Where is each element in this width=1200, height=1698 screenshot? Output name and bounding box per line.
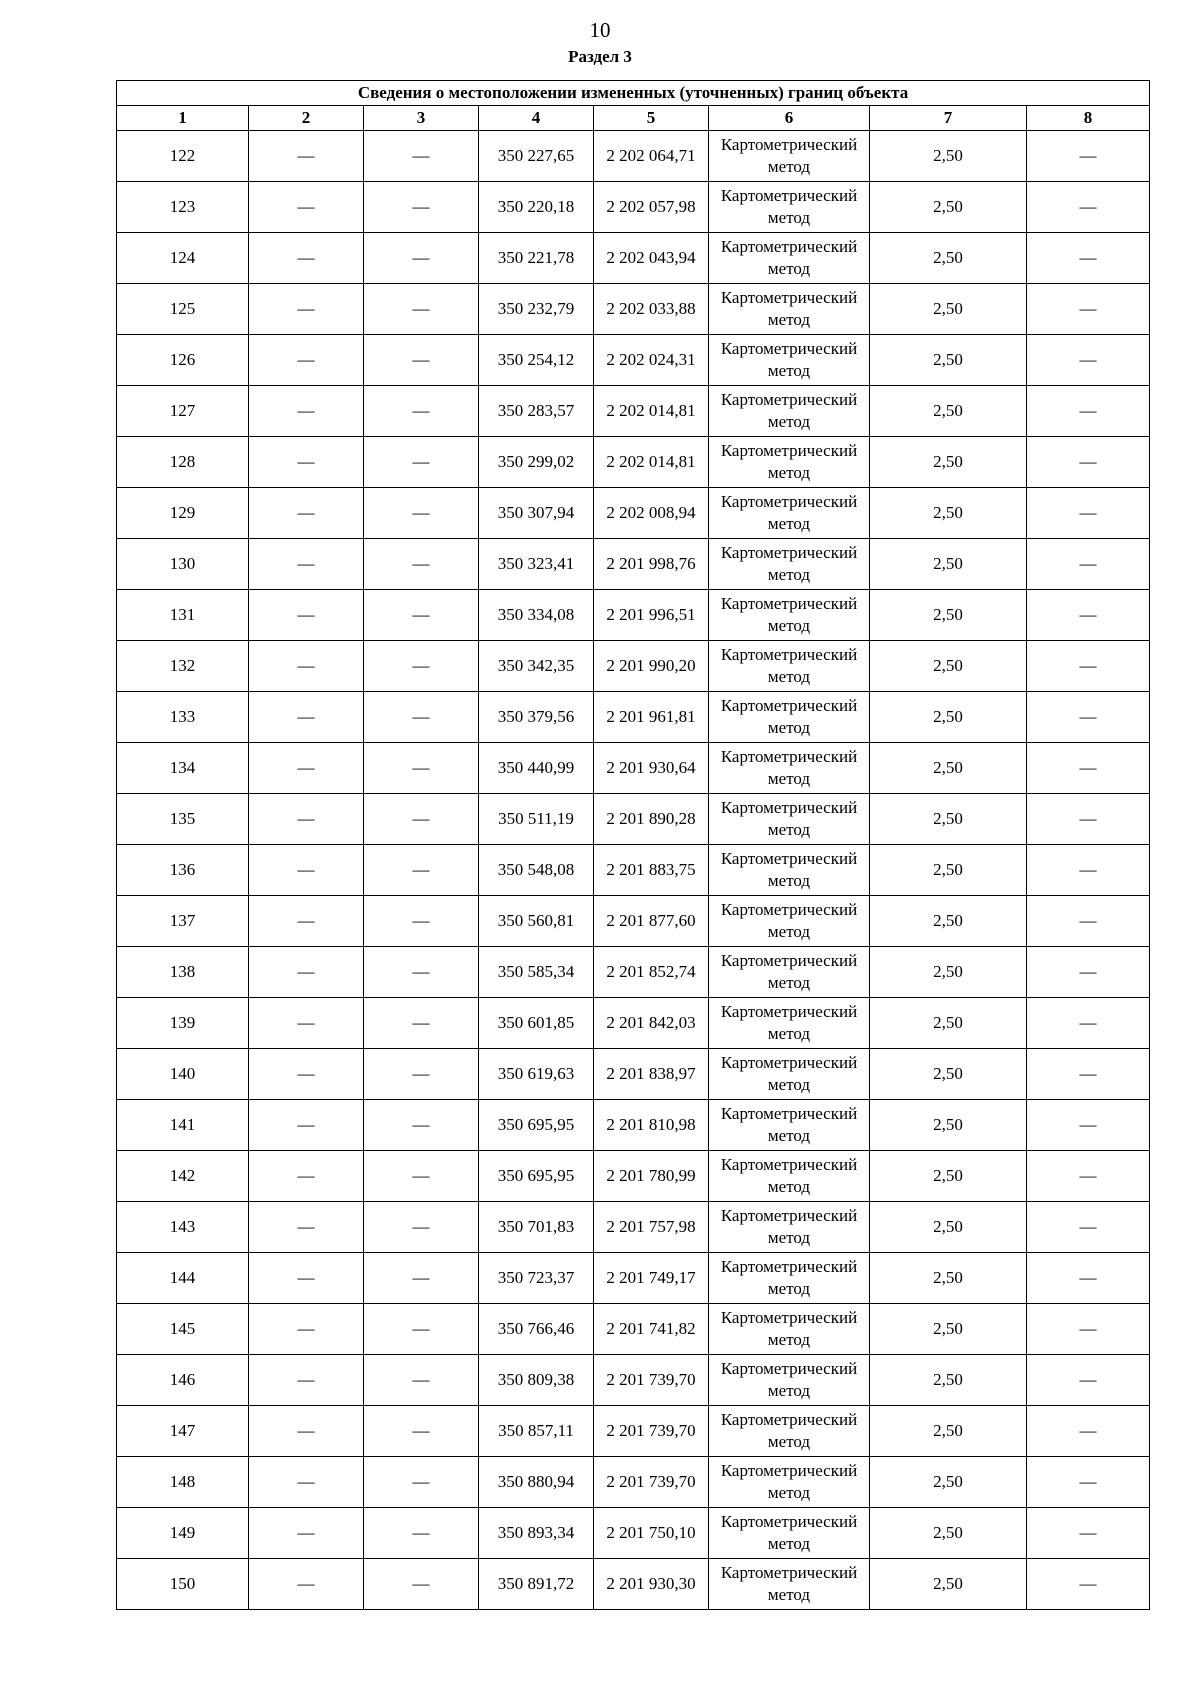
method-cell: Картометрический метод [709,794,870,845]
column-8-cell: — [1027,1559,1150,1610]
column-3-cell: — [364,896,479,947]
column-8-cell: — [1027,1457,1150,1508]
y-coordinate-cell: 2 202 014,81 [594,386,709,437]
y-coordinate-cell: 2 201 890,28 [594,794,709,845]
method-cell: Картометрический метод [709,1355,870,1406]
column-number-row [117,106,1150,131]
accuracy-cell: 2,50 [870,692,1027,743]
point-number-cell: 145 [117,1304,249,1355]
y-coordinate-cell: 2 201 739,70 [594,1406,709,1457]
column-2-cell: — [249,539,364,590]
point-number-cell: 146 [117,1355,249,1406]
table-row [117,1253,1150,1304]
y-coordinate-cell: 2 201 739,70 [594,1355,709,1406]
column-3-cell: — [364,1559,479,1610]
x-coordinate-cell: 350 891,72 [479,1559,594,1610]
y-coordinate-cell: 2 201 749,17 [594,1253,709,1304]
y-coordinate-cell: 2 202 043,94 [594,233,709,284]
y-coordinate-cell: 2 201 750,10 [594,1508,709,1559]
accuracy-cell: 2,50 [870,1406,1027,1457]
method-cell: Картометрический метод [709,845,870,896]
point-number-cell: 143 [117,1202,249,1253]
table-row [117,335,1150,386]
column-8-cell: — [1027,1049,1150,1100]
column-8-cell: — [1027,998,1150,1049]
y-coordinate-cell: 2 202 033,88 [594,284,709,335]
method-cell: Картометрический метод [709,1202,870,1253]
column-8-cell: — [1027,845,1150,896]
x-coordinate-cell: 350 585,34 [479,947,594,998]
section-title: Раздел 3 [568,47,632,66]
column-3-cell: — [364,1457,479,1508]
table-row [117,1049,1150,1100]
column-2-cell: — [249,1559,364,1610]
column-3-cell: — [364,1304,479,1355]
column-2-cell: — [249,335,364,386]
column-3-cell: — [364,539,479,590]
accuracy-cell: 2,50 [870,233,1027,284]
point-number-cell: 148 [117,1457,249,1508]
column-2-cell: — [249,1049,364,1100]
method-cell: Картометрический метод [709,335,870,386]
column-2-cell: — [249,1253,364,1304]
table-row [117,998,1150,1049]
accuracy-cell: 2,50 [870,1202,1027,1253]
method-cell: Картометрический метод [709,437,870,488]
boundary-coordinates-table [116,80,1150,1610]
column-2-cell: — [249,1508,364,1559]
column-8-cell: — [1027,284,1150,335]
x-coordinate-cell: 350 299,02 [479,437,594,488]
column-2-cell: — [249,692,364,743]
point-number-cell: 140 [117,1049,249,1100]
y-coordinate-cell: 2 201 883,75 [594,845,709,896]
method-cell: Картометрический метод [709,641,870,692]
table-row [117,1100,1150,1151]
accuracy-cell: 2,50 [870,1100,1027,1151]
y-coordinate-cell: 2 201 757,98 [594,1202,709,1253]
y-coordinate-cell: 2 202 064,71 [594,131,709,182]
method-cell: Картометрический метод [709,284,870,335]
column-8-cell: — [1027,488,1150,539]
column-2-cell: — [249,998,364,1049]
method-cell: Картометрический метод [709,998,870,1049]
point-number-cell: 125 [117,284,249,335]
method-cell: Картометрический метод [709,131,870,182]
accuracy-cell: 2,50 [870,284,1027,335]
accuracy-cell: 2,50 [870,131,1027,182]
column-3-cell: — [364,998,479,1049]
column-2-cell: — [249,590,364,641]
point-number-cell: 137 [117,896,249,947]
point-number-cell: 136 [117,845,249,896]
column-8-cell: — [1027,947,1150,998]
x-coordinate-cell: 350 766,46 [479,1304,594,1355]
accuracy-cell: 2,50 [870,488,1027,539]
method-cell: Картометрический метод [709,1406,870,1457]
method-cell: Картометрический метод [709,1100,870,1151]
column-3-cell: — [364,1508,479,1559]
y-coordinate-cell: 2 201 780,99 [594,1151,709,1202]
point-number-cell: 149 [117,1508,249,1559]
column-number: 4 [479,106,594,131]
x-coordinate-cell: 350 254,12 [479,335,594,386]
column-8-cell: — [1027,590,1150,641]
y-coordinate-cell: 2 201 838,97 [594,1049,709,1100]
table-row [117,692,1150,743]
method-cell: Картометрический метод [709,488,870,539]
point-number-cell: 123 [117,182,249,233]
accuracy-cell: 2,50 [870,845,1027,896]
method-cell: Картометрический метод [709,590,870,641]
column-8-cell: — [1027,1151,1150,1202]
table-row [117,590,1150,641]
accuracy-cell: 2,50 [870,1355,1027,1406]
y-coordinate-cell: 2 201 739,70 [594,1457,709,1508]
column-2-cell: — [249,794,364,845]
column-2-cell: — [249,284,364,335]
column-3-cell: — [364,743,479,794]
x-coordinate-cell: 350 227,65 [479,131,594,182]
column-2-cell: — [249,1406,364,1457]
table-row [117,1151,1150,1202]
accuracy-cell: 2,50 [870,539,1027,590]
column-3-cell: — [364,1151,479,1202]
point-number-cell: 128 [117,437,249,488]
method-cell: Картометрический метод [709,386,870,437]
point-number-cell: 127 [117,386,249,437]
column-3-cell: — [364,845,479,896]
table-row [117,131,1150,182]
accuracy-cell: 2,50 [870,1151,1027,1202]
table-row [117,1457,1150,1508]
x-coordinate-cell: 350 701,83 [479,1202,594,1253]
x-coordinate-cell: 350 511,19 [479,794,594,845]
y-coordinate-cell: 2 201 930,64 [594,743,709,794]
accuracy-cell: 2,50 [870,896,1027,947]
table-caption: Сведения о местоположении измененных (уточненных) границ объекта [117,81,1150,106]
column-8-cell: — [1027,1508,1150,1559]
table-row [117,743,1150,794]
column-3-cell: — [364,947,479,998]
column-3-cell: — [364,488,479,539]
x-coordinate-cell: 350 619,63 [479,1049,594,1100]
column-3-cell: — [364,1100,479,1151]
column-3-cell: — [364,1253,479,1304]
table-row [117,1406,1150,1457]
column-3-cell: — [364,284,479,335]
point-number-cell: 134 [117,743,249,794]
y-coordinate-cell: 2 201 852,74 [594,947,709,998]
table-body [117,131,1150,1610]
accuracy-cell: 2,50 [870,1457,1027,1508]
accuracy-cell: 2,50 [870,1253,1027,1304]
column-2-cell: — [249,1355,364,1406]
point-number-cell: 138 [117,947,249,998]
column-2-cell: — [249,641,364,692]
y-coordinate-cell: 2 201 998,76 [594,539,709,590]
x-coordinate-cell: 350 307,94 [479,488,594,539]
x-coordinate-cell: 350 342,35 [479,641,594,692]
accuracy-cell: 2,50 [870,641,1027,692]
table-row [117,1559,1150,1610]
accuracy-cell: 2,50 [870,743,1027,794]
column-3-cell: — [364,1049,479,1100]
x-coordinate-cell: 350 220,18 [479,182,594,233]
y-coordinate-cell: 2 202 008,94 [594,488,709,539]
column-3-cell: — [364,1355,479,1406]
column-3-cell: — [364,182,479,233]
y-coordinate-cell: 2 201 810,98 [594,1100,709,1151]
method-cell: Картометрический метод [709,743,870,794]
method-cell: Картометрический метод [709,182,870,233]
point-number-cell: 139 [117,998,249,1049]
column-8-cell: — [1027,794,1150,845]
column-2-cell: — [249,1202,364,1253]
x-coordinate-cell: 350 440,99 [479,743,594,794]
column-8-cell: — [1027,539,1150,590]
column-8-cell: — [1027,131,1150,182]
column-3-cell: — [364,1202,479,1253]
method-cell: Картометрический метод [709,1049,870,1100]
point-number-cell: 147 [117,1406,249,1457]
accuracy-cell: 2,50 [870,1049,1027,1100]
column-8-cell: — [1027,896,1150,947]
x-coordinate-cell: 350 857,11 [479,1406,594,1457]
y-coordinate-cell: 2 202 057,98 [594,182,709,233]
table-row [117,845,1150,896]
x-coordinate-cell: 350 379,56 [479,692,594,743]
x-coordinate-cell: 350 695,95 [479,1151,594,1202]
x-coordinate-cell: 350 893,34 [479,1508,594,1559]
table-row [117,488,1150,539]
column-2-cell: — [249,131,364,182]
column-8-cell: — [1027,386,1150,437]
x-coordinate-cell: 350 560,81 [479,896,594,947]
accuracy-cell: 2,50 [870,437,1027,488]
column-2-cell: — [249,386,364,437]
x-coordinate-cell: 350 283,57 [479,386,594,437]
table-row [117,947,1150,998]
accuracy-cell: 2,50 [870,1304,1027,1355]
table-row [117,1202,1150,1253]
point-number-cell: 132 [117,641,249,692]
method-cell: Картометрический метод [709,1151,870,1202]
column-3-cell: — [364,335,479,386]
page-number: 10 [589,18,611,42]
table-row [117,233,1150,284]
column-number: 6 [709,106,870,131]
column-2-cell: — [249,488,364,539]
method-cell: Картометрический метод [709,896,870,947]
column-number: 8 [1027,106,1150,131]
point-number-cell: 129 [117,488,249,539]
point-number-cell: 144 [117,1253,249,1304]
column-2-cell: — [249,182,364,233]
y-coordinate-cell: 2 201 877,60 [594,896,709,947]
x-coordinate-cell: 350 232,79 [479,284,594,335]
column-3-cell: — [364,692,479,743]
column-2-cell: — [249,845,364,896]
column-2-cell: — [249,1100,364,1151]
y-coordinate-cell: 2 201 842,03 [594,998,709,1049]
point-number-cell: 142 [117,1151,249,1202]
y-coordinate-cell: 2 201 961,81 [594,692,709,743]
table-row [117,794,1150,845]
column-8-cell: — [1027,1253,1150,1304]
method-cell: Картометрический метод [709,947,870,998]
method-cell: Картометрический метод [709,1508,870,1559]
column-2-cell: — [249,1304,364,1355]
method-cell: Картометрический метод [709,1457,870,1508]
x-coordinate-cell: 350 334,08 [479,590,594,641]
y-coordinate-cell: 2 201 741,82 [594,1304,709,1355]
point-number-cell: 131 [117,590,249,641]
point-number-cell: 141 [117,1100,249,1151]
x-coordinate-cell: 350 548,08 [479,845,594,896]
column-8-cell: — [1027,743,1150,794]
column-8-cell: — [1027,182,1150,233]
column-3-cell: — [364,1406,479,1457]
y-coordinate-cell: 2 201 930,30 [594,1559,709,1610]
x-coordinate-cell: 350 695,95 [479,1100,594,1151]
column-number: 5 [594,106,709,131]
x-coordinate-cell: 350 601,85 [479,998,594,1049]
x-coordinate-cell: 350 221,78 [479,233,594,284]
method-cell: Картометрический метод [709,1253,870,1304]
table-row [117,539,1150,590]
accuracy-cell: 2,50 [870,590,1027,641]
accuracy-cell: 2,50 [870,335,1027,386]
accuracy-cell: 2,50 [870,794,1027,845]
y-coordinate-cell: 2 202 014,81 [594,437,709,488]
column-2-cell: — [249,233,364,284]
column-8-cell: — [1027,437,1150,488]
column-8-cell: — [1027,335,1150,386]
column-2-cell: — [249,437,364,488]
column-8-cell: — [1027,692,1150,743]
accuracy-cell: 2,50 [870,182,1027,233]
column-number: 1 [117,106,249,131]
method-cell: Картометрический метод [709,539,870,590]
point-number-cell: 135 [117,794,249,845]
table-row [117,182,1150,233]
point-number-cell: 122 [117,131,249,182]
point-number-cell: 150 [117,1559,249,1610]
point-number-cell: 130 [117,539,249,590]
column-3-cell: — [364,386,479,437]
column-8-cell: — [1027,1355,1150,1406]
accuracy-cell: 2,50 [870,1559,1027,1610]
y-coordinate-cell: 2 201 990,20 [594,641,709,692]
accuracy-cell: 2,50 [870,998,1027,1049]
column-2-cell: — [249,896,364,947]
column-2-cell: — [249,1151,364,1202]
y-coordinate-cell: 2 201 996,51 [594,590,709,641]
x-coordinate-cell: 350 723,37 [479,1253,594,1304]
accuracy-cell: 2,50 [870,1508,1027,1559]
column-8-cell: — [1027,641,1150,692]
point-number-cell: 126 [117,335,249,386]
column-number: 3 [364,106,479,131]
table-row [117,641,1150,692]
column-8-cell: — [1027,1100,1150,1151]
accuracy-cell: 2,50 [870,386,1027,437]
column-8-cell: — [1027,1406,1150,1457]
x-coordinate-cell: 350 880,94 [479,1457,594,1508]
column-number: 7 [870,106,1027,131]
column-8-cell: — [1027,1304,1150,1355]
column-3-cell: — [364,590,479,641]
x-coordinate-cell: 350 323,41 [479,539,594,590]
table-row [117,437,1150,488]
table-row [117,386,1150,437]
column-3-cell: — [364,794,479,845]
column-8-cell: — [1027,1202,1150,1253]
point-number-cell: 133 [117,692,249,743]
column-3-cell: — [364,131,479,182]
method-cell: Картометрический метод [709,692,870,743]
method-cell: Картометрический метод [709,1559,870,1610]
table-row [117,1508,1150,1559]
column-2-cell: — [249,743,364,794]
accuracy-cell: 2,50 [870,947,1027,998]
column-2-cell: — [249,947,364,998]
column-3-cell: — [364,437,479,488]
method-cell: Картометрический метод [709,1304,870,1355]
column-number: 2 [249,106,364,131]
method-cell: Картометрический метод [709,233,870,284]
table-row [117,1355,1150,1406]
table-row [117,1304,1150,1355]
table-row [117,896,1150,947]
column-3-cell: — [364,233,479,284]
column-8-cell: — [1027,233,1150,284]
x-coordinate-cell: 350 809,38 [479,1355,594,1406]
point-number-cell: 124 [117,233,249,284]
column-3-cell: — [364,641,479,692]
y-coordinate-cell: 2 202 024,31 [594,335,709,386]
table-row [117,284,1150,335]
column-2-cell: — [249,1457,364,1508]
